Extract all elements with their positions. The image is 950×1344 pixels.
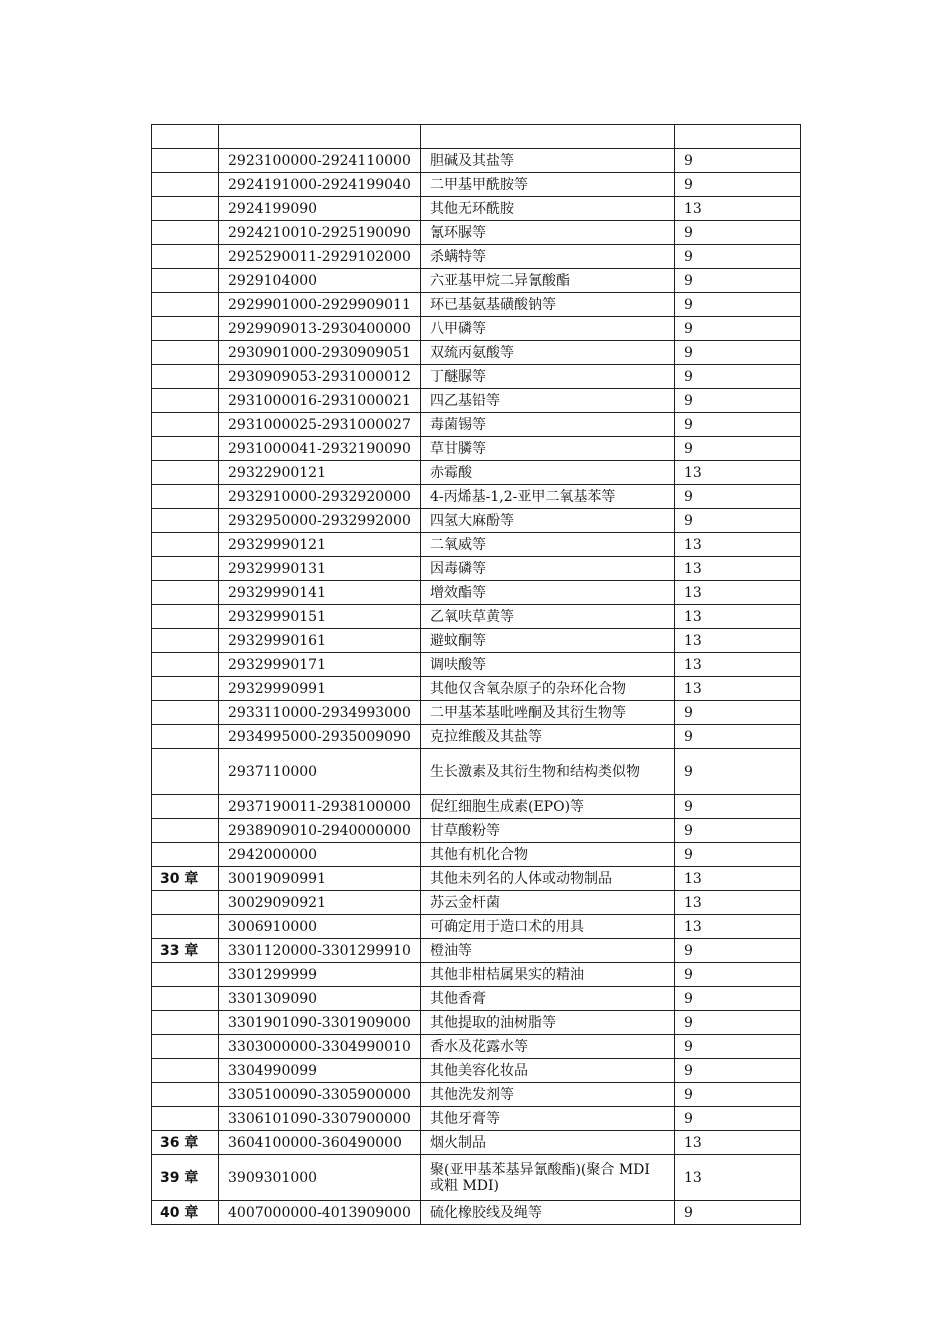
rate-cell: 13: [675, 915, 801, 939]
code-cell: 3305100090-3305900000: [219, 1083, 421, 1107]
code-cell: 2932950000-2932992000: [219, 509, 421, 533]
rate-cell: 9: [675, 1107, 801, 1131]
table-row: [152, 293, 801, 317]
table-row: [152, 1035, 801, 1059]
chapter-cell: [152, 581, 219, 605]
rate-cell: 9: [675, 437, 801, 461]
rebate-rate-table: [151, 124, 801, 1225]
code-cell: 4007000000-4013909000: [219, 1201, 421, 1225]
product-name-cell: 硫化橡胶线及绳等: [421, 1201, 675, 1225]
code-cell: 2929104000: [219, 269, 421, 293]
chapter-cell: [152, 293, 219, 317]
rate-cell: 13: [675, 461, 801, 485]
rate-cell: 9: [675, 317, 801, 341]
product-name-cell: 其他美容化妆品: [421, 1059, 675, 1083]
product-name-cell: 其他牙膏等: [421, 1107, 675, 1131]
chapter-cell: [152, 725, 219, 749]
code-cell: 29329990141: [219, 581, 421, 605]
code-cell: 2924191000-2924199040: [219, 173, 421, 197]
code-cell: 3301309090: [219, 987, 421, 1011]
table-row: [152, 413, 801, 437]
product-name-cell: 二甲基甲酰胺等: [421, 173, 675, 197]
table-row: [152, 677, 801, 701]
rate-cell: 9: [675, 1059, 801, 1083]
table-row: [152, 987, 801, 1011]
chapter-cell: [152, 317, 219, 341]
code-cell: 29322900121: [219, 461, 421, 485]
rate-cell: 13: [675, 581, 801, 605]
table-row: [152, 509, 801, 533]
product-name-cell: 可确定用于造口术的用具: [421, 915, 675, 939]
chapter-cell: [152, 653, 219, 677]
table-row: [152, 963, 801, 987]
table-row: [152, 749, 801, 795]
code-cell: 29329990991: [219, 677, 421, 701]
code-cell: 2931000016-2931000021: [219, 389, 421, 413]
product-name-cell: 环已基氨基磺酸钠等: [421, 293, 675, 317]
product-name-cell: 苏云金杆菌: [421, 891, 675, 915]
table-row: [152, 485, 801, 509]
product-name-cell: 毒菌锡等: [421, 413, 675, 437]
header-cell-chapter: [152, 125, 219, 149]
code-cell: 29329990151: [219, 605, 421, 629]
chapter-cell: [152, 819, 219, 843]
product-name-cell: 氰环脲等: [421, 221, 675, 245]
product-name-cell: 烟火制品: [421, 1131, 675, 1155]
product-name-cell: 橙油等: [421, 939, 675, 963]
rate-cell: 9: [675, 749, 801, 795]
rate-cell: 13: [675, 1155, 801, 1201]
table-row: [152, 1201, 801, 1225]
rate-cell: 9: [675, 269, 801, 293]
product-name-cell: 二甲基苯基吡唑酮及其衍生物等: [421, 701, 675, 725]
chapter-cell: [152, 1107, 219, 1131]
chapter-cell: [152, 1083, 219, 1107]
product-name-cell: 其他香膏: [421, 987, 675, 1011]
chapter-cell: [152, 485, 219, 509]
chapter-cell: [152, 963, 219, 987]
table-row: [152, 1131, 801, 1155]
product-name-cell: 香水及花露水等: [421, 1035, 675, 1059]
table-row: [152, 1083, 801, 1107]
table-row: [152, 843, 801, 867]
code-cell: 3306101090-3307900000: [219, 1107, 421, 1131]
product-name-cell: 其他仅含氧杂原子的杂环化合物: [421, 677, 675, 701]
rate-cell: 9: [675, 413, 801, 437]
header-cell-name: [421, 125, 675, 149]
code-cell: 2934995000-2935009090: [219, 725, 421, 749]
code-cell: 2942000000: [219, 843, 421, 867]
code-cell: 30019090991: [219, 867, 421, 891]
rate-cell: 9: [675, 987, 801, 1011]
rate-cell: 13: [675, 605, 801, 629]
rate-cell: 9: [675, 701, 801, 725]
code-cell: 29329990171: [219, 653, 421, 677]
rate-cell: 9: [675, 173, 801, 197]
product-name-cell: 调呋酸等: [421, 653, 675, 677]
chapter-cell: [152, 173, 219, 197]
rate-cell: 13: [675, 891, 801, 915]
rate-cell: 9: [675, 365, 801, 389]
chapter-cell: [152, 509, 219, 533]
chapter-cell: [152, 795, 219, 819]
code-cell: 30029090921: [219, 891, 421, 915]
table-row: [152, 389, 801, 413]
rate-cell: 9: [675, 1011, 801, 1035]
table-row: [152, 557, 801, 581]
chapter-cell: [152, 197, 219, 221]
code-cell: 2929901000-2929909011: [219, 293, 421, 317]
rate-cell: 9: [675, 293, 801, 317]
table-row: [152, 867, 801, 891]
rate-cell: 9: [675, 221, 801, 245]
chapter-cell: 33 章: [152, 939, 219, 963]
chapter-cell: [152, 365, 219, 389]
product-name-cell: 克拉维酸及其盐等: [421, 725, 675, 749]
rate-cell: 9: [675, 1201, 801, 1225]
table-row: [152, 365, 801, 389]
rate-cell: 9: [675, 795, 801, 819]
rate-cell: 9: [675, 1035, 801, 1059]
code-cell: 2930909053-2931000012: [219, 365, 421, 389]
code-cell: 3303000000-3304990010: [219, 1035, 421, 1059]
product-name-cell: 甘草酸粉等: [421, 819, 675, 843]
rate-cell: 9: [675, 725, 801, 749]
product-name-cell: 其他未列名的人体或动物制品: [421, 867, 675, 891]
chapter-cell: [152, 1011, 219, 1035]
table-row: [152, 725, 801, 749]
product-name-cell: 四氢大麻酚等: [421, 509, 675, 533]
table-row: [152, 197, 801, 221]
table-row: [152, 461, 801, 485]
chapter-cell: 39 章: [152, 1155, 219, 1201]
rate-cell: 13: [675, 867, 801, 891]
product-name-cell: 双巯丙氨酸等: [421, 341, 675, 365]
product-name-cell: 促红细胞生成素(EPO)等: [421, 795, 675, 819]
table-row: [152, 1059, 801, 1083]
chapter-cell: 40 章: [152, 1201, 219, 1225]
chapter-cell: [152, 701, 219, 725]
product-name-cell: 乙氧呋草黄等: [421, 605, 675, 629]
chapter-cell: [152, 341, 219, 365]
table-row: [152, 581, 801, 605]
rate-cell: 13: [675, 677, 801, 701]
product-name-cell: 生长激素及其衍生物和结构类似物: [421, 749, 675, 795]
code-cell: 3301299999: [219, 963, 421, 987]
code-cell: 3301901090-3301909000: [219, 1011, 421, 1035]
product-name-cell: 避蚊酮等: [421, 629, 675, 653]
chapter-cell: 36 章: [152, 1131, 219, 1155]
rate-cell: 9: [675, 485, 801, 509]
table-row: [152, 1155, 801, 1201]
product-name-cell: 其他无环酰胺: [421, 197, 675, 221]
rate-cell: 13: [675, 533, 801, 557]
rate-cell: 13: [675, 653, 801, 677]
table-row: [152, 795, 801, 819]
code-cell: 29329990131: [219, 557, 421, 581]
chapter-cell: [152, 221, 219, 245]
product-name-cell: 其他有机化合物: [421, 843, 675, 867]
product-name-cell: 赤霉酸: [421, 461, 675, 485]
product-name-cell: 4-丙烯基-1,2-亚甲二氧基苯等: [421, 485, 675, 509]
chapter-cell: 30 章: [152, 867, 219, 891]
code-cell: 2929909013-2930400000: [219, 317, 421, 341]
table-row: [152, 317, 801, 341]
table-row: [152, 173, 801, 197]
rate-cell: 9: [675, 1083, 801, 1107]
code-cell: 2937110000: [219, 749, 421, 795]
table-row: [152, 653, 801, 677]
table-row: [152, 149, 801, 173]
table-header-row: [152, 125, 801, 149]
table-row: [152, 221, 801, 245]
rate-cell: 9: [675, 843, 801, 867]
code-cell: 2932910000-2932920000: [219, 485, 421, 509]
rate-cell: 9: [675, 389, 801, 413]
code-cell: 3006910000: [219, 915, 421, 939]
chapter-cell: [152, 629, 219, 653]
chapter-cell: [152, 1035, 219, 1059]
chapter-cell: [152, 605, 219, 629]
chapter-cell: [152, 269, 219, 293]
rate-cell: 9: [675, 819, 801, 843]
code-cell: 2925290011-2929102000: [219, 245, 421, 269]
chapter-cell: [152, 413, 219, 437]
rate-cell: 9: [675, 341, 801, 365]
product-name-cell: 草甘膦等: [421, 437, 675, 461]
chapter-cell: [152, 533, 219, 557]
rate-cell: 9: [675, 245, 801, 269]
code-cell: 2933110000-2934993000: [219, 701, 421, 725]
chapter-cell: [152, 915, 219, 939]
header-cell-rate: [675, 125, 801, 149]
product-name-cell: 其他洗发剂等: [421, 1083, 675, 1107]
product-name-cell: 二氧威等: [421, 533, 675, 557]
product-name-cell: 四乙基铅等: [421, 389, 675, 413]
chapter-cell: [152, 437, 219, 461]
header-cell-code: [219, 125, 421, 149]
code-cell: 3301120000-3301299910: [219, 939, 421, 963]
code-cell: 2937190011-2938100000: [219, 795, 421, 819]
code-cell: 2923100000-2924110000: [219, 149, 421, 173]
table-row: [152, 701, 801, 725]
rate-cell: 13: [675, 629, 801, 653]
rate-cell: 9: [675, 963, 801, 987]
chapter-cell: [152, 891, 219, 915]
table-row: [152, 245, 801, 269]
product-name-cell: 因毒磷等: [421, 557, 675, 581]
chapter-cell: [152, 389, 219, 413]
table-row: [152, 269, 801, 293]
chapter-cell: [152, 677, 219, 701]
product-name-cell: 丁醚脲等: [421, 365, 675, 389]
code-cell: 2930901000-2930909051: [219, 341, 421, 365]
code-cell: 2924210010-2925190090: [219, 221, 421, 245]
chapter-cell: [152, 557, 219, 581]
code-cell: 3909301000: [219, 1155, 421, 1201]
code-cell: 2931000041-2932190090: [219, 437, 421, 461]
rate-cell: 9: [675, 939, 801, 963]
code-cell: 29329990121: [219, 533, 421, 557]
table-row: [152, 1011, 801, 1035]
product-name-cell: 六亚基甲烷二异氰酸酯: [421, 269, 675, 293]
table-body: [152, 125, 801, 1225]
rate-cell: 13: [675, 557, 801, 581]
code-cell: 2931000025-2931000027: [219, 413, 421, 437]
code-cell: 29329990161: [219, 629, 421, 653]
chapter-cell: [152, 749, 219, 795]
table-row: [152, 915, 801, 939]
table-row: [152, 341, 801, 365]
code-cell: 3604100000-360490000: [219, 1131, 421, 1155]
chapter-cell: [152, 1059, 219, 1083]
product-name-cell: 增效酯等: [421, 581, 675, 605]
table-row: [152, 1107, 801, 1131]
code-cell: 2938909010-2940000000: [219, 819, 421, 843]
table-row: [152, 939, 801, 963]
table-row: [152, 819, 801, 843]
chapter-cell: [152, 987, 219, 1011]
code-cell: 3304990099: [219, 1059, 421, 1083]
table-row: [152, 605, 801, 629]
chapter-cell: [152, 245, 219, 269]
product-name-cell: 其他非柑桔属果实的精油: [421, 963, 675, 987]
table-row: [152, 629, 801, 653]
table-row: [152, 437, 801, 461]
code-cell: 2924199090: [219, 197, 421, 221]
rate-cell: 9: [675, 149, 801, 173]
product-name-cell: 胆碱及其盐等: [421, 149, 675, 173]
table-row: [152, 891, 801, 915]
product-name-cell: 八甲磷等: [421, 317, 675, 341]
product-name-cell: 杀螨特等: [421, 245, 675, 269]
table-row: [152, 533, 801, 557]
rate-cell: 9: [675, 509, 801, 533]
rate-cell: 13: [675, 197, 801, 221]
product-name-cell: 聚(亚甲基苯基异氰酸酯)(聚合 MDI 或粗 MDI): [421, 1155, 675, 1201]
chapter-cell: [152, 461, 219, 485]
product-name-cell: 其他提取的油树脂等: [421, 1011, 675, 1035]
chapter-cell: [152, 149, 219, 173]
rate-cell: 13: [675, 1131, 801, 1155]
chapter-cell: [152, 843, 219, 867]
